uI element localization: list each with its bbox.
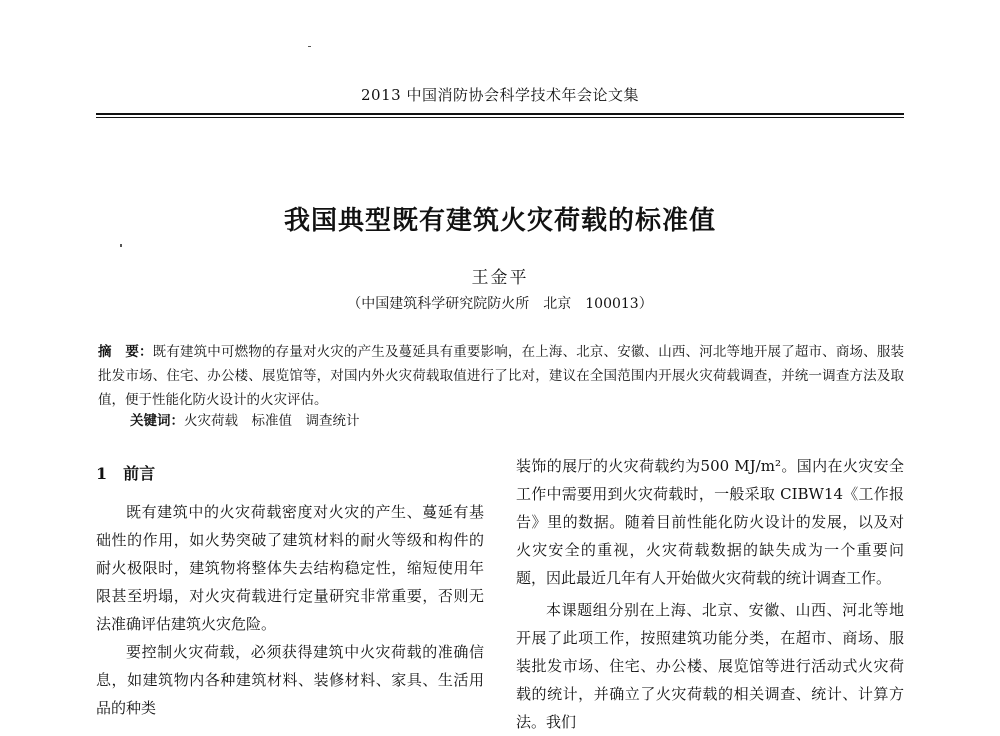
header-rule-thick — [96, 113, 904, 115]
keywords-text: 火灾荷载 标准值 调查统计 — [184, 413, 360, 429]
scan-speck — [120, 244, 122, 247]
running-header: 2013 中国消防协会科学技术年会论文集 — [361, 86, 639, 104]
body-paragraph: 装饰的展厅的火灾荷载约为500 MJ/m²。国内在火灾安全工作中需要用到火灾荷载时，一般采取 CIBW14《工作报告》里的数据。随着目前性能化防火设计的发展，以及对火灾安全的重视，火灾荷载数据的缺失成为一个重要问题，因此最近几年有人开始做火灾荷载的统计调查工作。 — [516, 457, 904, 587]
body-paragraph: 本课题组分别在上海、北京、安徽、山西、河北等地开展了此项工作，按照建筑功能分类，在超市、商场、服装批发市场、住宅、办公楼、展览馆等进行活动式火灾荷载的统计，并确立了火灾荷载的相关调查、统计、计算方法。我们 — [516, 601, 904, 731]
keywords — [130, 409, 890, 429]
paper-title: 我国典型既有建筑火灾荷载的标准值 — [283, 206, 716, 236]
abstract-label: 摘 要： — [98, 344, 153, 360]
section-number: 1 — [96, 464, 108, 483]
abstract-text: 既有建筑中可燃物的存量对火灾的产生及蔓延具有重要影响，在上海、北京、安徽、山西、河北等地开展了超市、商场、服装批发市场、住宅、办公楼、展览馆等，对国内外火灾荷载取值进行了比对，建议在全国范围内开展火灾荷载调查，并统一调查方法及取值，便于性能化防火设计的火灾评估。 — [98, 344, 904, 408]
body-paragraph: 要控制火灾荷载，必须获得建筑中火灾荷载的准确信息，如建筑物内各种建筑材料、装修材料、家具、生活用品的种类 — [96, 643, 484, 717]
scan-speck — [308, 46, 311, 47]
keywords-label: 关键词： — [130, 413, 184, 429]
author-affiliation: （中国建筑科学研究院防火所 北京 100013） — [347, 296, 653, 312]
right-column — [516, 452, 904, 736]
section-heading — [96, 462, 484, 486]
header-rule-thin — [96, 117, 904, 118]
body-paragraph: 既有建筑中的火灾荷载密度对火灾的产生、蔓延有基础性的作用，如火势突破了建筑材料的耐火等级和构件的耐火极限时，建筑物将整体失去结构稳定性，缩短使用年限甚至坍塌，对火灾荷载进行定量研究非常重要，否则无法准确评估建筑火灾危险。 — [96, 503, 484, 633]
author-name: 王金平 — [471, 268, 529, 288]
section-title: 前言 — [123, 464, 156, 483]
abstract — [98, 340, 904, 412]
left-column — [96, 452, 484, 722]
